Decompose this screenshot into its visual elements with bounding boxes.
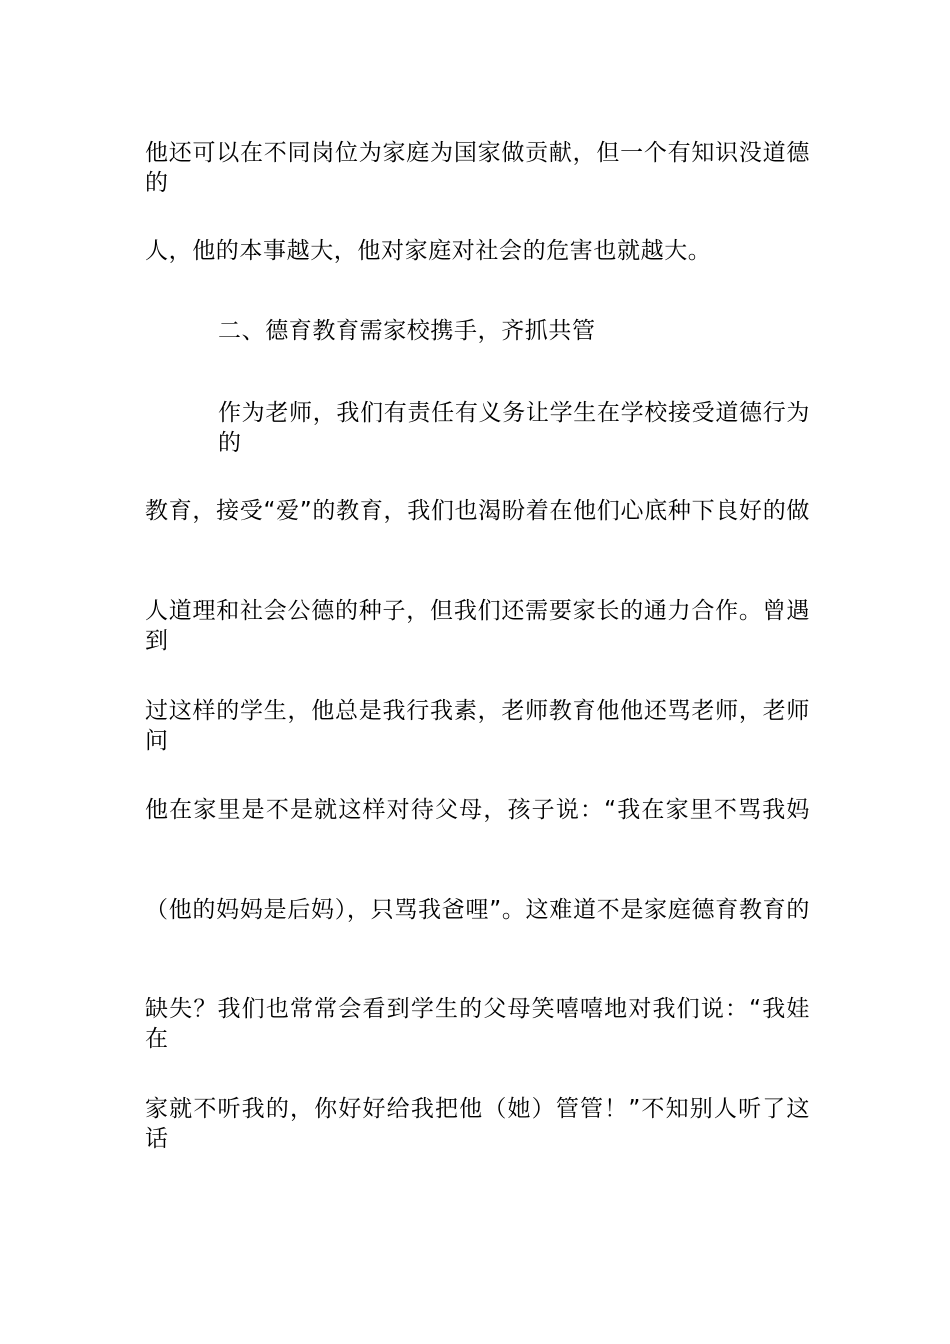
paragraph-line: 教育，接受“爱”的教育，我们也渴盼着在他们心底种下良好的做 <box>145 498 810 524</box>
paragraph-line: 作为老师，我们有责任有义务让学生在学校接受道德行为的 <box>218 400 810 456</box>
section-heading: 二、德育教育需家校携手，齐抓共管 <box>218 318 596 344</box>
paragraph-line: 家就不听我的，你好好给我把他（她）管管！”不知别人听了这话 <box>145 1096 810 1152</box>
paragraph-line: 他在家里是不是就这样对待父母，孩子说：“我在家里不骂我妈 <box>145 797 810 823</box>
paragraph-line: （他的妈妈是后妈），只骂我爸哩”。这难道不是家庭德育教育的 <box>145 897 810 923</box>
paragraph-line: 过这样的学生，他总是我行我素，老师教育他他还骂老师，老师问 <box>145 698 810 754</box>
paragraph-line: 人道理和社会公德的种子，但我们还需要家长的通力合作。曾遇到 <box>145 598 810 654</box>
paragraph-line: 缺失？我们也常常会看到学生的父母笑嘻嘻地对我们说：“我娃在 <box>145 996 810 1052</box>
paragraph-line: 他还可以在不同岗位为家庭为国家做贡献，但一个有知识没道德的 <box>145 140 810 196</box>
paragraph-line: 人，他的本事越大，他对家庭对社会的危害也就越大。 <box>145 238 712 264</box>
